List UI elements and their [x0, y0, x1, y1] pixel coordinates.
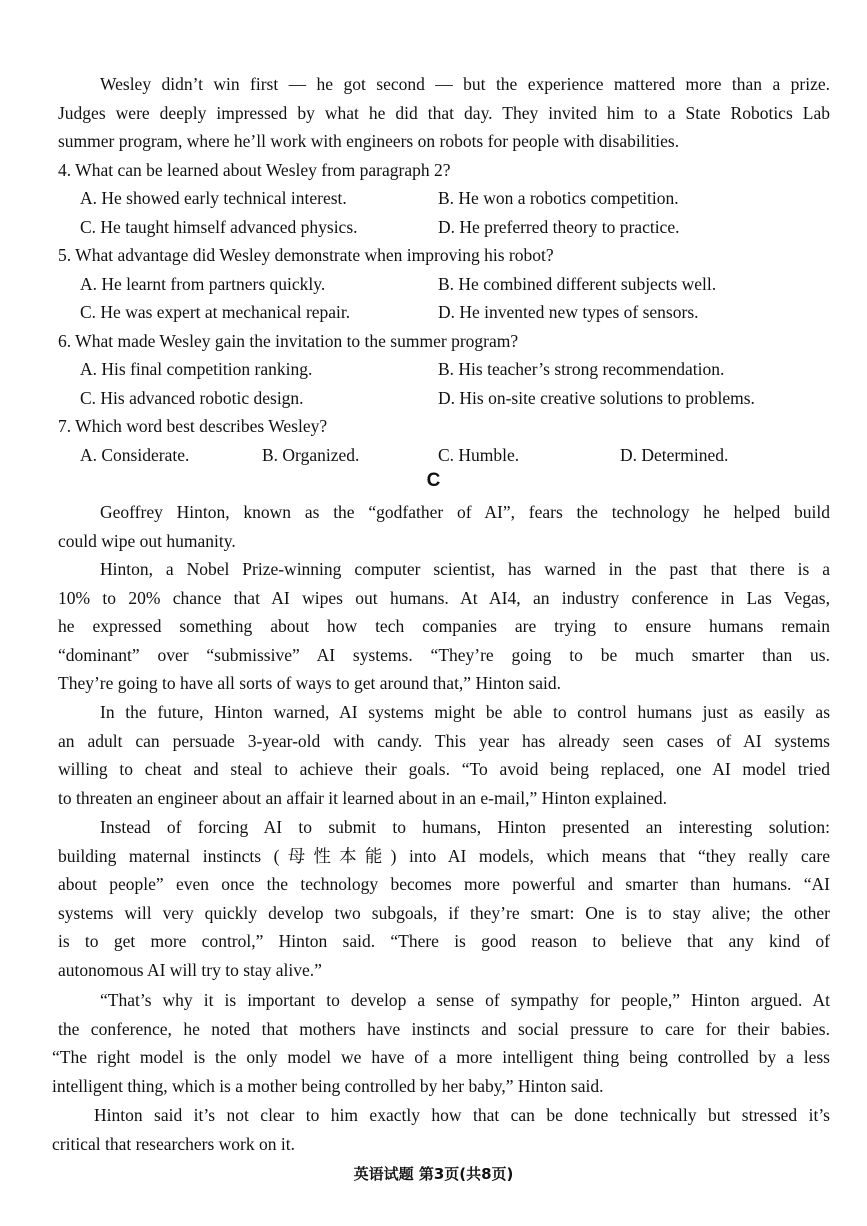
option-a[interactable]: A. His final competition ranking. — [80, 359, 313, 379]
option-a[interactable]: A. Considerate. — [80, 444, 190, 465]
passage-line: the conference, he noted that mothers have instincts and social pressure to care for their babies. — [58, 1018, 830, 1039]
passage-line: “That’s why it is important to develop a sense of sympathy for people,” Hinton argued. At — [100, 990, 830, 1010]
option-d[interactable]: D. Determined. — [620, 444, 729, 465]
option-b[interactable]: B. Organized. — [262, 444, 360, 465]
passage-line: is to get more control,” Hinton said. “There is good reason to believe that any kind of — [58, 931, 830, 951]
section-title: C — [426, 470, 441, 491]
option-c[interactable]: C. He taught himself advanced physics. — [80, 216, 358, 237]
passage-line: Wesley didn’t win first — he got second — but the experience mattered more than a prize. — [100, 74, 830, 94]
passage-line: could wipe out humanity. — [58, 530, 236, 551]
option-d[interactable]: D. His on-site creative solutions to problems. — [438, 387, 755, 408]
passage-line: summer program, where he’ll work with engineers on robots for people with disabilities. — [58, 131, 680, 151]
option-a[interactable]: A. He showed early technical interest. — [80, 188, 347, 208]
passage-line: 10% to 20% chance that AI wipes out humans. At AI4, an industry conference in Las Vegas, — [58, 587, 830, 608]
passage-line: Hinton, a Nobel Prize-winning computer scientist, has warned in the past that there is a — [100, 559, 830, 579]
passage-line: autonomous AI will try to stay alive.” — [58, 959, 322, 980]
passage-line: Instead of forcing AI to submit to humans, Hinton presented an interesting solution: — [100, 817, 830, 837]
passage-line: Judges were deeply impressed by what he did that day. They invited him to a State Robotics Lab — [58, 102, 830, 123]
passage-line: Hinton said it’s not clear to him exactly how that can be done technically but stressed it’s — [94, 1105, 830, 1125]
option-c[interactable]: C. His advanced robotic design. — [80, 387, 304, 408]
passage-line: In the future, Hinton warned, AI systems might be able to control humans just as easily as — [100, 702, 830, 722]
option-d[interactable]: D. He invented new types of sensors. — [438, 302, 699, 322]
passage-line: critical that researchers work on it. — [52, 1133, 295, 1154]
passage-line: building maternal instincts (母性本能) into AI models, which means that “they really care — [58, 845, 830, 866]
option-b[interactable]: B. He won a robotics competition. — [438, 188, 679, 208]
option-d[interactable]: D. He preferred theory to practice. — [438, 216, 680, 237]
passage-line: to threaten an engineer about an affair it learned about in an e-mail,” Hinton explained. — [58, 787, 668, 808]
passage-line: willing to cheat and steal to achieve their goals. “To avoid being replaced, one AI model tried — [58, 759, 830, 779]
option-c[interactable]: C. He was expert at mechanical repair. — [80, 302, 351, 322]
question-stem: 7. Which word best describes Wesley? — [58, 416, 328, 436]
page-footer: 英语试题 第3页(共8页) — [353, 1165, 514, 1183]
passage-line: “The right model is the only model we have of a more intelligent thing being controlled by a less — [52, 1047, 830, 1067]
option-b[interactable]: B. He combined different subjects well. — [438, 273, 717, 294]
option-c[interactable]: C. Humble. — [438, 444, 520, 465]
passage-line: an adult can persuade 3-year-old with candy. This year has already seen cases of AI systems — [58, 730, 830, 751]
option-a[interactable]: A. He learnt from partners quickly. — [80, 273, 326, 294]
passage-line: he expressed something about how tech companies are trying to ensure humans remain — [58, 616, 830, 636]
passage-line: Geoffrey Hinton, known as the “godfather of AI”, fears the technology he helped build — [100, 502, 830, 522]
question-stem: 4. What can be learned about Wesley from paragraph 2? — [58, 159, 451, 180]
passage-line: intelligent thing, which is a mother being controlled by her baby,” Hinton said. — [52, 1075, 604, 1096]
question-stem: 6. What made Wesley gain the invitation to the summer program? — [58, 330, 519, 351]
question-stem: 5. What advantage did Wesley demonstrate when improving his robot? — [58, 245, 554, 265]
passage-line: “dominant” over “submissive” AI systems. “They’re going to be much smarter than us. — [58, 644, 830, 665]
passage-line: They’re going to have all sorts of ways to get around that,” Hinton said. — [58, 673, 562, 693]
option-b[interactable]: B. His teacher’s strong recommendation. — [438, 359, 725, 379]
passage-line: systems will very quickly develop two subgoals, if they’re smart: One is to stay alive; the other — [58, 902, 830, 923]
passage-line: about people” even once the technology becomes more powerful and smarter than humans. “AI — [58, 874, 830, 894]
